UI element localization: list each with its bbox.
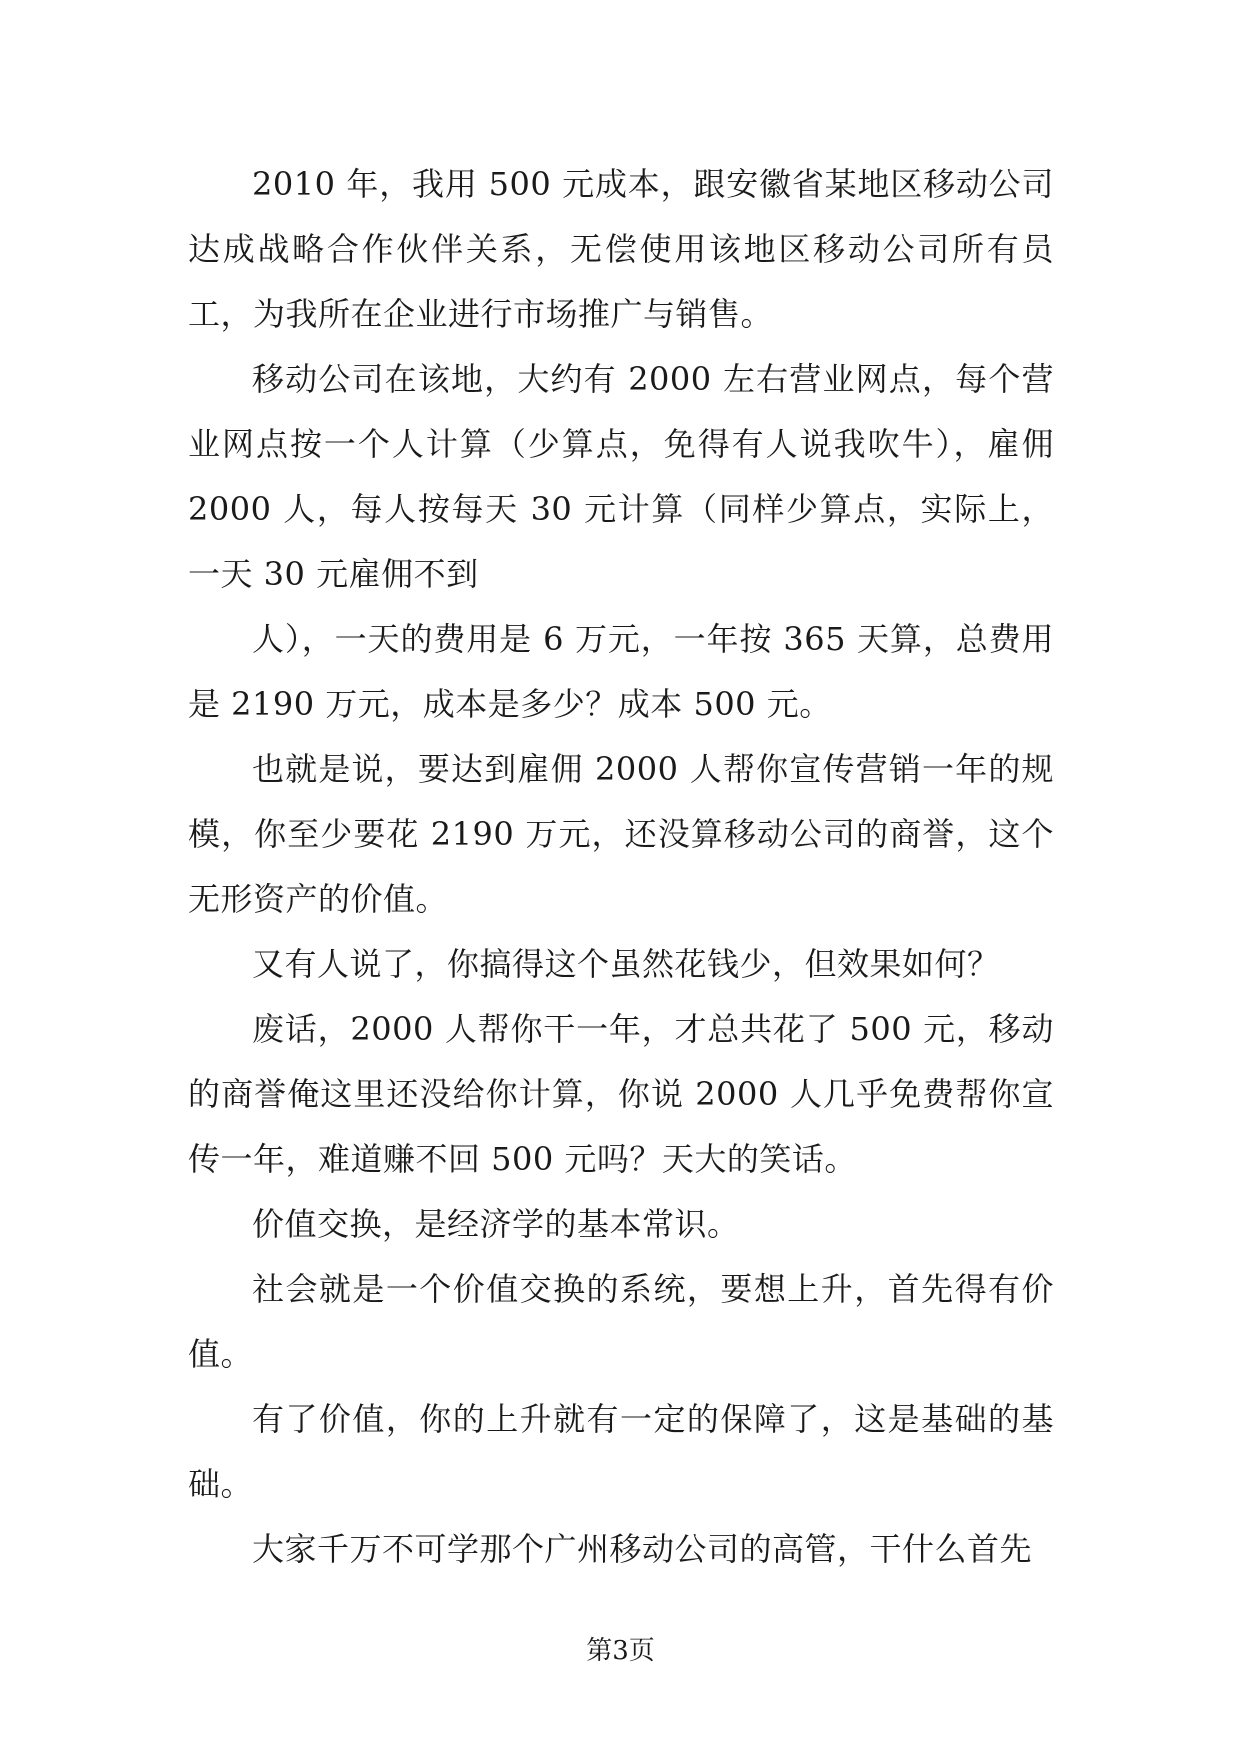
paragraph-7: 价值交换，是经济学的基本常识。 bbox=[252, 1205, 740, 1243]
paragraph-5: 又有人说了，你搞得这个虽然花钱少，但效果如何？ bbox=[252, 945, 1000, 983]
paragraph-10: 大家千万不可学那个广州移动公司的高管，干什么首先 bbox=[252, 1530, 1033, 1568]
document-body bbox=[188, 152, 1054, 1582]
paragraph-1: 2010 年，我用 500 元成本，跟安徽省某地区移动公司达成战略合作伙伴关系，无偿使用该地区移动公司所有员工，为我所在企业进行市场推广与销售。 bbox=[188, 165, 1054, 333]
paragraph-6: 废话，2000 人帮你干一年，才总共花了 500 元，移动的商誉俺这里还没给你计算，你说 2000 人几乎免费帮你宣传一年，难道赚不回 500 元吗？天大的笑话。 bbox=[188, 1010, 1054, 1178]
paragraph-4: 也就是说，要达到雇佣 2000 人帮你宣传营销一年的规模，你至少要花 2190 万元，还没算移动公司的商誉，这个无形资产的价值。 bbox=[188, 750, 1054, 918]
page-number: 第3页 bbox=[586, 1636, 655, 1666]
paragraph-8: 社会就是一个价值交换的系统，要想上升，首先得有价值。 bbox=[188, 1270, 1054, 1373]
paragraph-9: 有了价值，你的上升就有一定的保障了，这是基础的基础。 bbox=[188, 1400, 1054, 1503]
paragraph-3: 人），一天的费用是 6 万元，一年按 365 天算，总费用是 2190 万元，成本是多少？成本 500 元。 bbox=[188, 620, 1054, 723]
paragraph-2: 移动公司在该地，大约有 2000 左右营业网点，每个营业网点按一个人计算（少算点，免得有人说我吹牛），雇佣 2000 人，每人按每天 30 元计算（同样少算点，实际上，一天 30 元雇佣不到 bbox=[188, 360, 1054, 593]
